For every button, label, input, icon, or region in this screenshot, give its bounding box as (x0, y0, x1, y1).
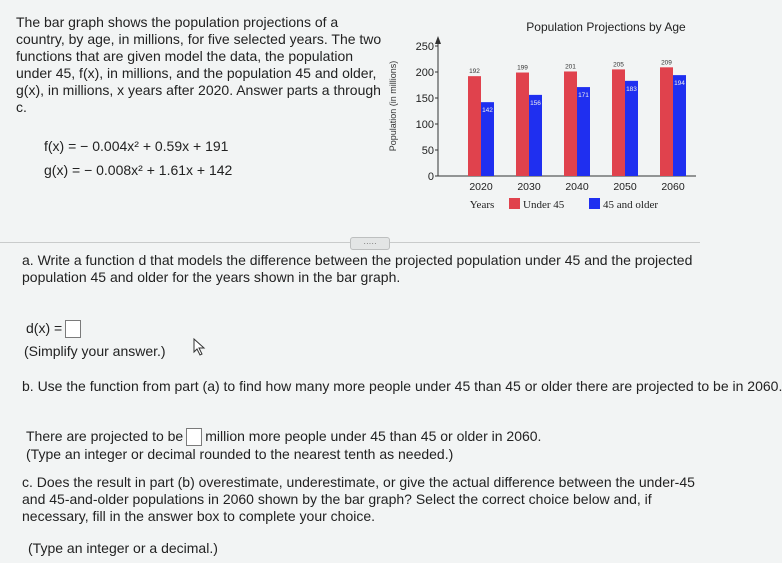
bar-value-label: 156 (530, 99, 541, 107)
part-b-answer-input[interactable] (186, 428, 202, 446)
bar-under-45 (516, 73, 529, 176)
problem-intro: The bar graph shows the population projections of a country, by age, in millions, for five selected years. The two functions that are given model the data, the population under 45, f(x), in millions, and the population 45 and older, g(x), in millions, x years after 2020. Answer parts a through c. (16, 14, 382, 115)
y-tick-label: 100 (415, 119, 434, 131)
bar-value-label: 209 (661, 59, 672, 67)
part-c-question: c. Does the result in part (b) overestimate, underestimate, or give the actual difference between the under-45 and 45-and-older populations in 2060 shown by the bar graph? Select the correct choice below and, if necessary, fill in the answer box to complete your choice. (22, 474, 695, 524)
x-tick-label: 2030 (517, 181, 541, 193)
part-b-answer-suffix: million more people under 45 than 45 or older in 2060. (205, 428, 542, 444)
y-axis-arrow (435, 36, 441, 44)
x-tick-label: 2040 (565, 181, 589, 193)
y-tick-label: 200 (415, 67, 434, 79)
part-a-answer-label: d(x) = (26, 320, 63, 336)
bar-under-45 (612, 69, 625, 176)
legend-label-45-and-older: 45 and older (603, 199, 658, 211)
bar-value-label: 183 (626, 85, 637, 93)
x-tick-label: 2020 (469, 181, 493, 193)
y-tick-label: 50 (421, 145, 434, 157)
legend-swatch-45-and-older (589, 198, 600, 209)
bar-45-and-older (625, 81, 638, 176)
bar-45-and-older (529, 95, 542, 176)
y-tick-label: 0 (427, 171, 434, 183)
part-a-answer-input[interactable] (65, 320, 81, 338)
part-c-hint: (Type an integer or a decimal.) (28, 540, 218, 556)
bar-value-label: 192 (469, 68, 480, 76)
part-b-question: b. Use the function from part (a) to find how many more people under 45 than 45 or older there are projected to be in 2060. (22, 378, 782, 394)
population-bar-chart (384, 14, 700, 234)
part-a-hint: (Simplify your answer.) (24, 343, 166, 359)
expand-button[interactable]: ····· (350, 237, 390, 250)
y-tick-label: 150 (415, 93, 434, 105)
bar-value-label: 199 (517, 64, 528, 72)
legend-label-under-45: Under 45 (523, 199, 565, 211)
bar-45-and-older (577, 87, 590, 176)
x-axis-label: Years (469, 199, 495, 211)
y-axis-label: Population (in millions) (388, 60, 398, 152)
part-b-answer-prefix: There are projected to be (26, 428, 184, 444)
part-a-answer-row (26, 320, 84, 338)
bar-45-and-older (673, 75, 686, 176)
part-b-hint: (Type an integer or decimal rounded to the nearest tenth as needed.) (26, 446, 454, 462)
part-a-question: a. Write a function d that models the difference between the projected population under 45 and the projected population 45 and older for the years shown in the bar graph. (22, 252, 693, 285)
part-b-answer-row (26, 428, 541, 446)
x-tick-label: 2060 (661, 181, 685, 193)
bar-value-label: 201 (565, 63, 576, 71)
bar-value-label: 205 (613, 61, 624, 69)
legend-swatch-under-45 (509, 198, 520, 209)
chart-title: Population Projections by Age (526, 20, 686, 34)
bar-value-label: 171 (578, 92, 589, 100)
bar-under-45 (468, 76, 481, 176)
formula-g: g(x) = − 0.008x² + 1.61x + 142 (44, 162, 233, 178)
bar-under-45 (660, 67, 673, 176)
bar-value-label: 142 (482, 107, 493, 115)
y-tick-label: 250 (415, 41, 434, 53)
bar-under-45 (564, 71, 577, 176)
mouse-pointer-icon (193, 338, 207, 356)
bar-value-label: 194 (674, 80, 685, 88)
formula-f: f(x) = − 0.004x² + 0.59x + 191 (44, 138, 229, 154)
x-tick-label: 2050 (613, 181, 637, 193)
